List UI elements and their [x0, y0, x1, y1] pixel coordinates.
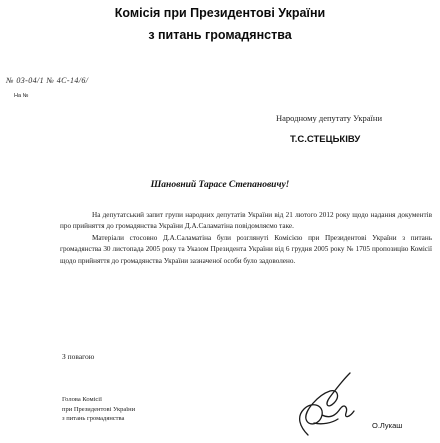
signatory-title — [62, 395, 135, 424]
signatory-title-line-2: при Президентові України — [62, 405, 136, 413]
signatory-title-line-1: Голова Комісії — [62, 396, 102, 403]
body-paragraph-1: На депутатський запит групи народних депутатів України від 21 лютого 2012 року щодо надання документів про прийняття до громадянства України Д.А.Саламатіна повідомляємо таке. — [60, 211, 432, 231]
letterhead-line-2: з питань громадянства — [148, 28, 292, 42]
letter-body — [60, 210, 432, 267]
letterhead-line-1: Комісія при Президентові України — [114, 6, 326, 20]
greeting: Шановний Тарасе Степановичу! — [150, 180, 290, 190]
handwritten-signature — [278, 365, 378, 443]
signatory-name: О.Лукаш — [372, 421, 403, 430]
body-paragraph-2: Матеріали стосовно Д.А.Саламатіна були розглянуті Комісією при Президентові України з питань громадянства 30 листопада 2005 року та Указом Президента України від 6 грудня 2005 року № 1705 пропозицію Комісії щодо прийняття до громадянства України зазначеної особи було задоволено. — [60, 233, 432, 265]
signatory-title-line-3: з питань громадянства — [62, 415, 125, 422]
addressee-name: Т.С.СТЕЦЬКІВУ — [290, 134, 361, 145]
addressee-label: Народному депутату України — [276, 113, 383, 123]
closing: З повагою — [62, 352, 95, 361]
outgoing-number: № 03-04/1 № 4С-14/6/ — [6, 76, 89, 85]
incoming-number-label: На № — [14, 93, 29, 99]
